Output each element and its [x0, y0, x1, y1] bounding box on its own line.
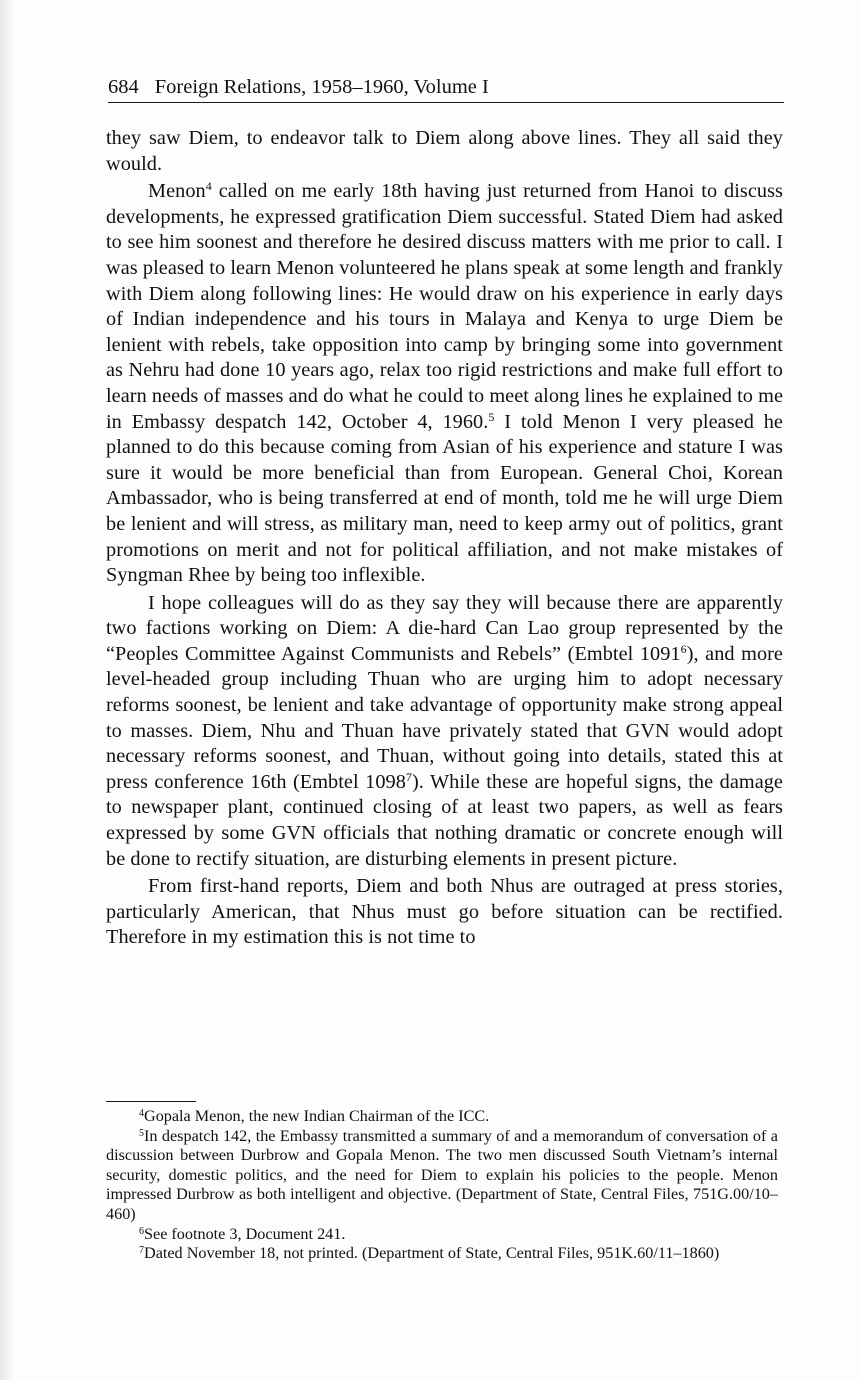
footnote-5	[106, 1127, 778, 1225]
footnote-text: In despatch 142, the Embassy transmitted a summary of and a memorandum of conversation of a discussion between Durbrow and Gopala Menon. The two men discussed South Vietnam’s internal security, domestic politics, and the need for Diem to explain his policies to the people. Menon impressed Durbrow as both intelligent and objective. (Department of State, Central Files, 751G.00/10–460)	[106, 1126, 778, 1223]
footnote-ref-5: 5	[488, 409, 495, 424]
paragraph-1: they saw Diem, to endeavor talk to Diem along above lines. They all said they would.	[106, 127, 783, 175]
paragraph-2-text-b: I told Menon I very pleased he planned to do this because coming from Asian of his experience and stature I was sure it would be more beneficial than from European. General Choi, Korean Ambassador, who is being transferred at end of month, told me he will urge Diem be lenient and will stress, as military man, need to keep army out of politics, grant promotions on merit and not for political affiliation, and not make mistakes of Syngman Rhee by being too inflexible.	[106, 410, 783, 587]
paragraph-2	[106, 179, 783, 589]
paragraph-3-text-a: I hope colleagues will do as they say they will because there are apparently two factions working on Diem: A die-hard Can Lao group represented by the “Peoples Committee Against Communists and Rebels” (Embtel 1091	[106, 591, 783, 665]
footnote-text: Dated November 18, not printed. (Department of State, Central Files, 951K.60/11–1860)	[144, 1244, 720, 1263]
footnote-text: Gopala Menon, the new Indian Chairman of the ICC.	[144, 1107, 490, 1125]
footnote-text: See footnote 3, Document 241.	[144, 1224, 346, 1243]
footnote-number: 5	[139, 1127, 144, 1139]
paragraph-2-text-a: called on me early 18th having just returned from Hanoi to discuss developments, he expressed gratification Diem successful. Stated Diem had asked to see him soonest and therefore he desired discuss matters with me prior to call. I was pleased to learn Menon volunteered he plans speak at some length and frankly with Diem along following lines: He would draw on his experience in early days of Indian independence and his tours in Malaya and Kenya to urge Diem be lenient with rebels, take opposition into camp by bringing some into government as Nehru had done 10 years ago, relax too rigid restrictions and make full effort to learn needs of masses and do what he could to meet along lines he explained to me in Embassy despatch 142, October 4, 1960.	[106, 180, 783, 433]
footnote-number: 4	[139, 1108, 144, 1119]
paragraph-3	[106, 591, 783, 873]
footnote-number: 7	[139, 1245, 144, 1257]
paragraph-2-lead: Menon	[148, 180, 206, 203]
paragraph-3-text-c: ). While these are hopeful signs, the damage to newspaper plant, continued closing of at least two papers, as well as fears expressed by some GVN officials that nothing dramatic or concrete enough will be done to rectify situation, are disturbing elements in present picture.	[106, 770, 783, 870]
footnote-rule	[106, 1101, 196, 1102]
paragraph-3-text-b: ), and more level-headed group including Thuan who are urging him to adopt necessary reforms soonest, be lenient and take advantage of opportunity make strong appeal to masses. Diem, Nhu and Thuan have privately stated that GVN would adopt necessary reforms soonest, and Thuan, without going into details, stated this at press conference 16th (Embtel 1098	[106, 642, 783, 793]
footnote-ref-4: 4	[205, 179, 212, 194]
footnote-6	[106, 1225, 778, 1245]
footnote-4	[106, 1107, 778, 1127]
footnote-ref-7: 7	[405, 769, 412, 784]
footnote-7	[106, 1244, 778, 1264]
paragraph-4: From first-hand reports, Diem and both Nhus are outraged at press stories, particularly American, that Nhus must go before situation can be rectified. Therefore in my estimation this is not time to	[106, 875, 783, 949]
footnotes	[106, 1107, 778, 1264]
running-head	[108, 72, 784, 103]
page-number: 684	[108, 76, 139, 98]
footnote-ref-6: 6	[680, 641, 687, 656]
page-edge-shadow	[0, 0, 14, 1380]
volume-title: Foreign Relations, 1958–1960, Volume I	[154, 76, 489, 98]
body-text	[106, 126, 783, 951]
footnote-number: 6	[139, 1225, 144, 1237]
